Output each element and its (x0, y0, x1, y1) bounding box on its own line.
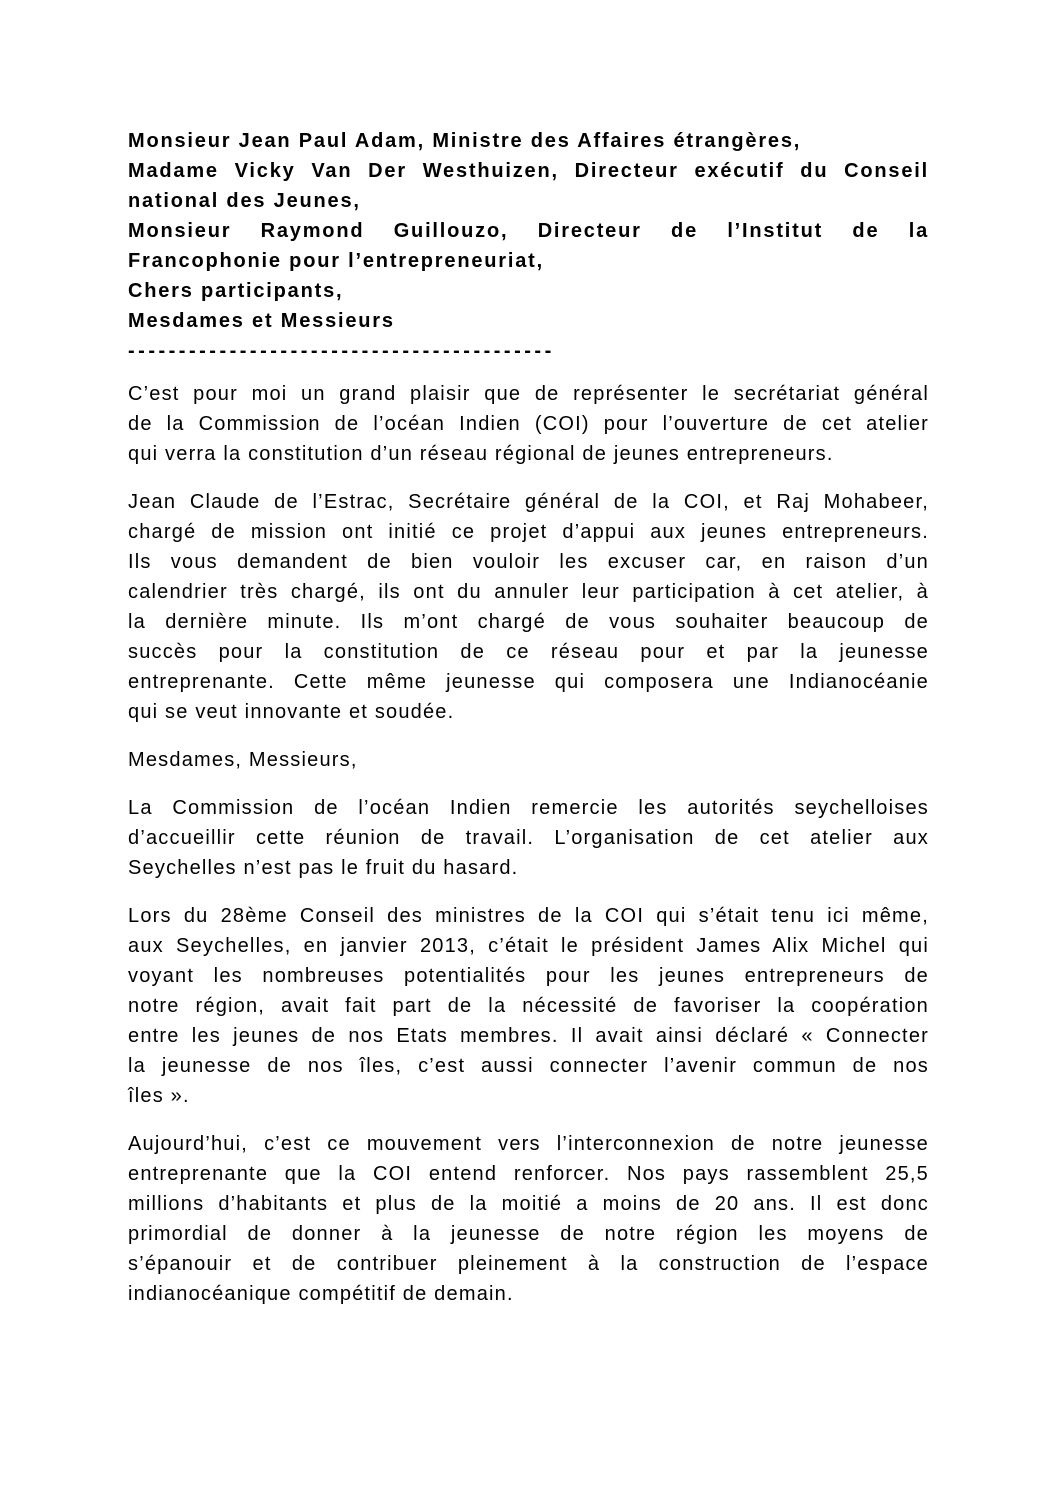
text-line: qui se veut innovante et soudée. (128, 701, 455, 723)
text-line: Monsieur Raymond Guillouzo, Directeur de l’Institut de la (128, 220, 929, 242)
text-line: La Commission de l’océan Indien remercie les autorités seychelloises (128, 797, 929, 819)
paragraph (128, 276, 929, 306)
text-line: entreprenante. Cette même jeunesse qui composera une Indianocéanie (128, 671, 929, 693)
text-line: primordial de donner à la jeunesse de notre région les moyens de (128, 1223, 929, 1245)
paragraph (128, 745, 929, 775)
paragraph (128, 306, 929, 336)
text-line: millions d’habitants et plus de la moitié a moins de 20 ans. Il est donc (128, 1193, 929, 1215)
text-line: Monsieur Jean Paul Adam, Ministre des Affaires étrangères, (128, 130, 802, 152)
text-column (128, 126, 929, 1309)
text-line: notre région, avait fait part de la nécessité de favoriser la coopération (128, 995, 929, 1017)
text-line: Mesdames et Messieurs (128, 310, 395, 332)
text-line: entreprenante que la COI entend renforcer. Nos pays rassemblent 25,5 (128, 1163, 929, 1185)
text-line: calendrier très chargé, ils ont du annuler leur participation à cet atelier, à (128, 581, 929, 603)
text-line: chargé de mission ont initié ce projet d’appui aux jeunes entrepreneurs. (128, 521, 929, 543)
paragraph (128, 156, 929, 216)
text-line: Chers participants, (128, 280, 344, 302)
text-line: Madame Vicky Van Der Westhuizen, Directeur exécutif du Conseil (128, 160, 929, 182)
salutation-block (128, 126, 929, 336)
text-line: succès pour la constitution de ce réseau pour et par la jeunesse (128, 641, 929, 663)
paragraph (128, 1129, 929, 1309)
text-line: national des Jeunes, (128, 190, 361, 212)
text-line: qui verra la constitution d’un réseau régional de jeunes entrepreneurs. (128, 443, 834, 465)
paragraph (128, 793, 929, 883)
text-line: Seychelles n’est pas le fruit du hasard. (128, 857, 519, 879)
text-line: Ils vous demandent de bien vouloir les excuser car, en raison d’un (128, 551, 929, 573)
text-line: C’est pour moi un grand plaisir que de représenter le secrétariat général (128, 383, 929, 405)
text-line: Lors du 28ème Conseil des ministres de la COI qui s’était tenu ici même, (128, 905, 929, 927)
text-line: îles ». (128, 1085, 190, 1107)
text-line: la dernière minute. Ils m’ont chargé de vous souhaiter beaucoup de (128, 611, 929, 633)
paragraph (128, 379, 929, 469)
text-line: Francophonie pour l’entrepreneuriat, (128, 250, 544, 272)
paragraph (128, 487, 929, 727)
text-line: Aujourd’hui, c’est ce mouvement vers l’interconnexion de notre jeunesse (128, 1133, 929, 1155)
text-line: d’accueillir cette réunion de travail. L’organisation de cet atelier aux (128, 827, 929, 849)
text-line: entre les jeunes de nos Etats membres. Il avait ainsi déclaré « Connecter (128, 1025, 929, 1047)
text-line: Mesdames, Messieurs, (128, 749, 358, 771)
paragraph (128, 126, 929, 156)
text-line: indianocéanique compétitif de demain. (128, 1283, 514, 1305)
text-line: la jeunesse de nos îles, c’est aussi connecter l’avenir commun de nos (128, 1055, 929, 1077)
body-block (128, 379, 929, 1309)
paragraph (128, 216, 929, 276)
dashed-separator: ------------------------------------------ (128, 340, 555, 362)
text-line: aux Seychelles, en janvier 2013, c’était le président James Alix Michel qui (128, 935, 929, 957)
paragraph (128, 901, 929, 1111)
text-line: Jean Claude de l’Estrac, Secrétaire général de la COI, et Raj Mohabeer, (128, 491, 929, 513)
text-line: voyant les nombreuses potentialités pour les jeunes entrepreneurs de (128, 965, 929, 987)
text-line: s’épanouir et de contribuer pleinement à la construction de l’espace (128, 1253, 929, 1275)
text-line: de la Commission de l’océan Indien (COI) pour l’ouverture de cet atelier (128, 413, 929, 435)
